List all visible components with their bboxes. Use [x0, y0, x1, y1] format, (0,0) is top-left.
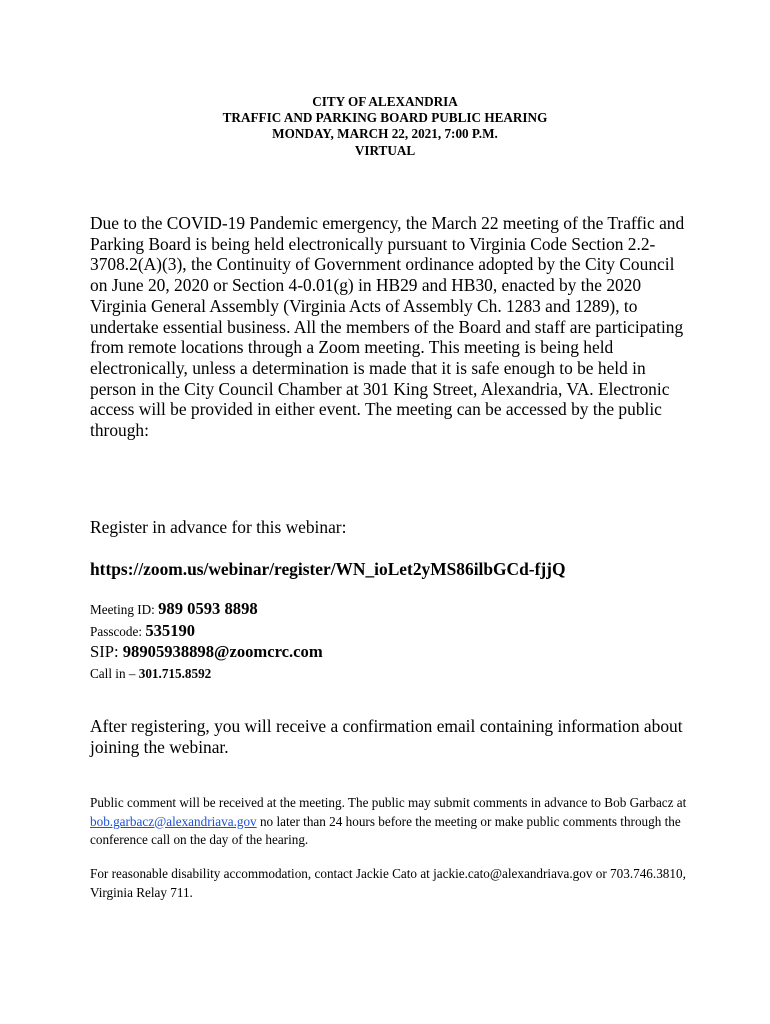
header-board: TRAFFIC AND PARKING BOARD PUBLIC HEARING [222, 110, 548, 126]
passcode-row [90, 621, 323, 643]
public-comment-text-after: no later than 24 hours before the meeting or make public comments through the conference call on the day of the hearing. [90, 813, 681, 848]
comment-email-link[interactable]: bob.garbacz@alexandriava.gov [90, 813, 257, 829]
public-comment-paragraph [90, 794, 690, 850]
header-format: VIRTUAL [354, 142, 416, 158]
meeting-details [90, 599, 323, 684]
meeting-id-row [90, 599, 323, 621]
passcode-label: Passcode: [90, 623, 146, 639]
public-comment-text-before: Public comment will be received at the meeting. The public may submit comments in advance to Bob Garbacz at [90, 795, 687, 810]
meeting-id-label: Meeting ID: [90, 602, 159, 617]
meeting-id-value: 989 0593 8898 [158, 599, 258, 618]
call-in-row [90, 664, 323, 685]
disability-accommodation-paragraph: For reasonable disability accommodation, contact Jackie Cato at jackie.cato@alexandriava.gov or 703.746.3810, Virginia Relay 711. [90, 866, 686, 900]
registration-url: https://zoom.us/webinar/register/WN_ioLet2yMS86ilbGCd-fjjQ [90, 559, 566, 579]
register-label: Register in advance for this webinar: [90, 517, 347, 537]
sip-label: SIP: [90, 642, 123, 662]
sip-value: 98905938898@zoomcrc.com [122, 642, 323, 662]
document-header [0, 94, 770, 159]
confirmation-paragraph: After registering, you will receive a confirmation email containing information about joining the webinar. [90, 716, 683, 757]
call-in-label: Call in – [90, 665, 139, 681]
passcode-value: 535190 [145, 620, 196, 640]
header-date: MONDAY, MARCH 22, 2021, 7:00 P.M. [272, 126, 498, 142]
call-in-number: 301.715.8592 [138, 665, 212, 681]
header-city: CITY OF ALEXANDRIA [312, 94, 458, 109]
intro-paragraph: Due to the COVID-19 Pandemic emergency, the March 22 meeting of the Traffic and Parking Board is being held electronically pursuant to Virginia Code Section 2.2-3708.2(A)(3), the Continuity of Government ordinance adopted by the City Council on June 20, 2020 or Section 4-0.01(g) in HB29 and HB30, enacted by the 2020 Virginia General Assembly (Virginia Acts of Assembly Ch. 1283 and 1289), to undertake essential business. All the members of the Board and staff are participating from remote locations through a Zoom meeting. This meeting is being held electronically, unless a determination is made that it is safe enough to be held in person in the City Council Chamber at 301 King Street, Alexandria, VA. Electronic access will be provided in either event. The meeting can be accessed by the public through: [90, 213, 685, 441]
sip-row [90, 642, 323, 664]
